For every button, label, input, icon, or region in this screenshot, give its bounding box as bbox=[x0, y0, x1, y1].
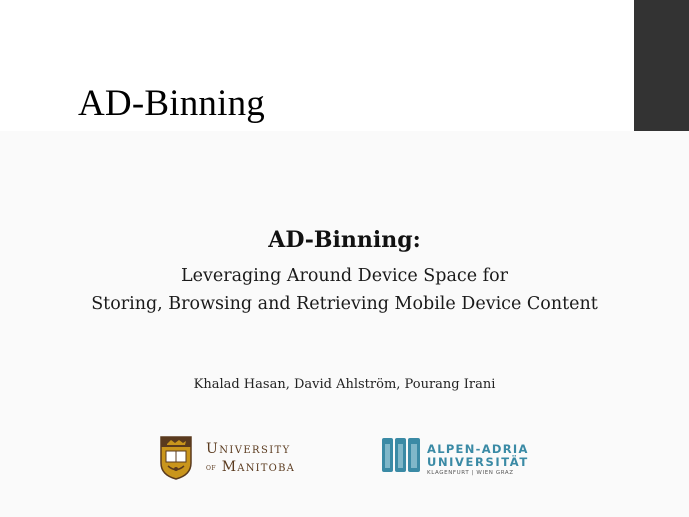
university-of-manitoba-logo bbox=[159, 435, 309, 480]
aau-wordmark bbox=[427, 443, 529, 478]
aau-books-mark-icon bbox=[382, 436, 422, 474]
manitoba-line-2 bbox=[206, 458, 295, 477]
corner-decoration bbox=[634, 0, 689, 131]
subtitle-line-2: Storing, Browsing and Retrieving Mobile Device Content bbox=[91, 294, 598, 314]
authors: Khalad Hasan, David Ahlström, Pourang Irani bbox=[193, 377, 496, 392]
paper-subtitle bbox=[0, 262, 689, 318]
aau-line-3: KLAGENFURT | WIEN GRAZ bbox=[427, 470, 514, 476]
aau-line-1: ALPEN-ADRIA bbox=[427, 442, 529, 456]
manitoba-of: of bbox=[206, 463, 217, 473]
manitoba-wordmark bbox=[206, 440, 295, 477]
slide-title: AD-Binning bbox=[78, 83, 265, 124]
subtitle-line-1: Leveraging Around Device Space for bbox=[180, 266, 508, 286]
university-crest-icon bbox=[159, 435, 193, 480]
manitoba-name: Manitoba bbox=[221, 459, 296, 475]
alpen-adria-universitat-logo bbox=[382, 436, 527, 482]
manitoba-line-1: University bbox=[206, 441, 291, 457]
aau-line-2: UNIVERSITÄT bbox=[427, 455, 529, 469]
content-band bbox=[0, 131, 689, 517]
paper-title: AD-Binning: bbox=[268, 227, 421, 253]
